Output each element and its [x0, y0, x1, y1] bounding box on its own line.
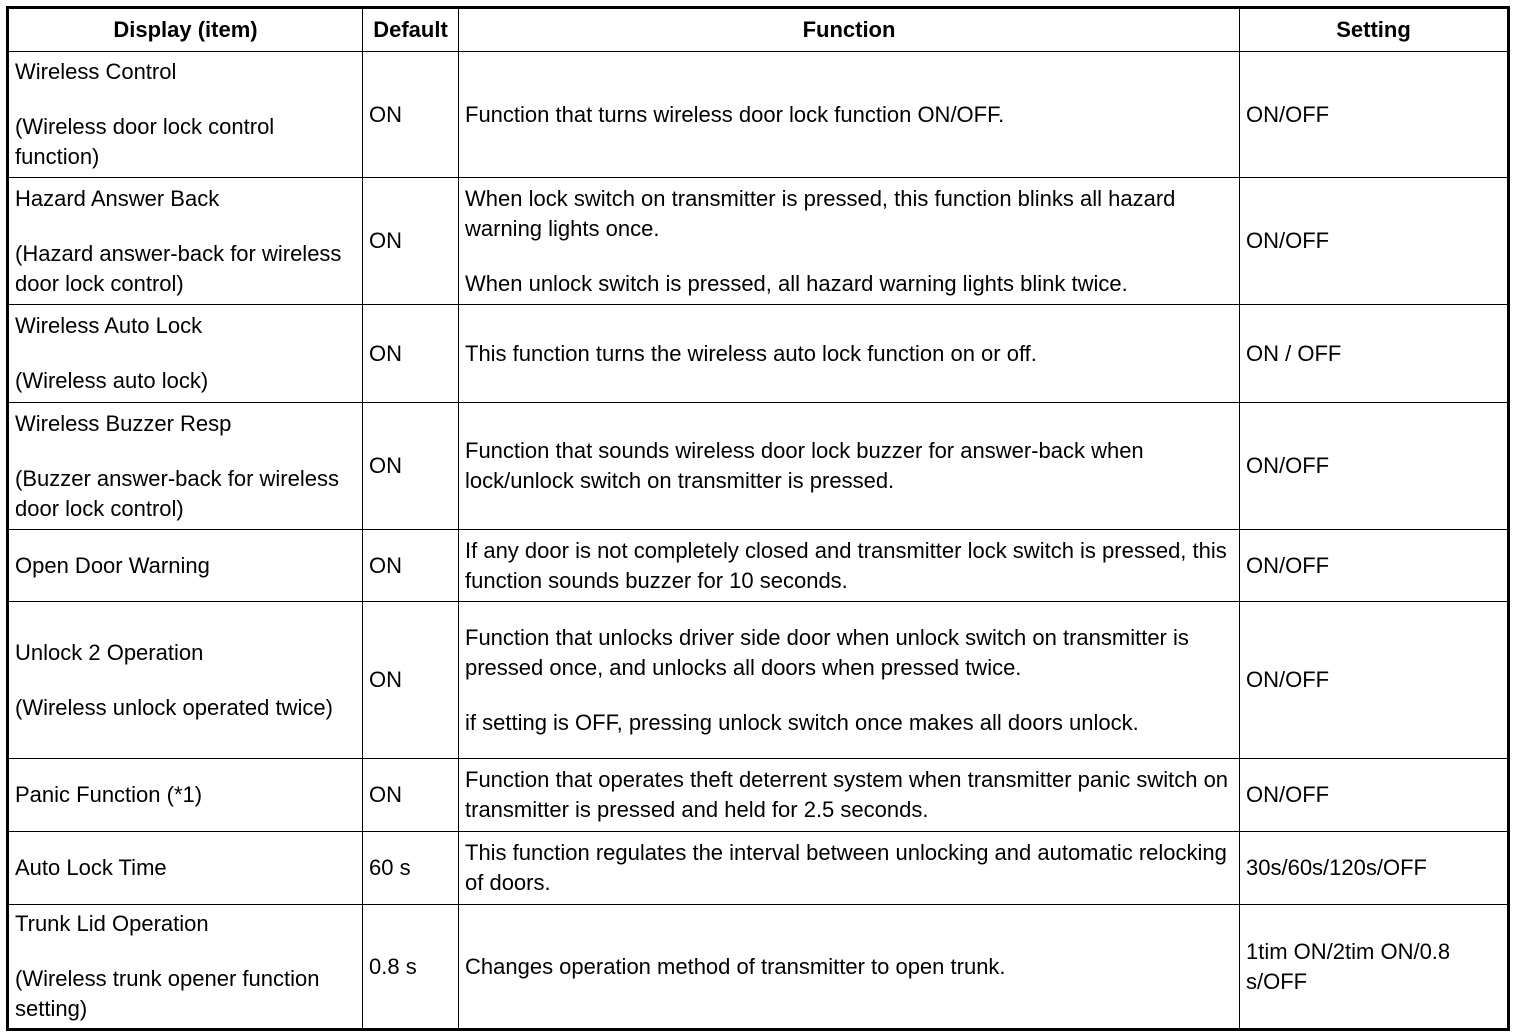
table-row	[8, 602, 1509, 759]
item-description: (Hazard answer-back for wireless door lock control)	[15, 240, 342, 296]
item-name: Unlock 2 Operation	[15, 639, 204, 665]
function-cell	[459, 403, 1240, 530]
setting-cell: 1tim ON/2tim ON/0.8 s/OFF	[1240, 905, 1509, 1030]
item-name: Wireless Buzzer Resp	[15, 410, 232, 436]
default-cell: ON	[363, 530, 459, 602]
function-cell	[459, 305, 1240, 403]
setting-cell: 30s/60s/120s/OFF	[1240, 832, 1509, 905]
item-name: Open Door Warning	[15, 552, 210, 578]
setting-cell: ON / OFF	[1240, 305, 1509, 403]
table-row	[8, 178, 1509, 305]
function-text: if setting is OFF, pressing unlock switch once makes all doors unlock.	[465, 709, 1139, 735]
item-name: Wireless Auto Lock	[15, 313, 203, 338]
function-text: Function that operates theft deterrent system when transmitter panic switch on transmitter is pressed and held for 2.5 seconds.	[465, 767, 1229, 822]
function-text: This function regulates the interval between unlocking and automatic relocking of doors.	[465, 840, 1227, 895]
table-row	[8, 403, 1509, 530]
setting-cell: ON/OFF	[1240, 403, 1509, 530]
display-cell	[8, 832, 363, 905]
setting-cell: ON/OFF	[1240, 178, 1509, 305]
item-name: Panic Function (*1)	[15, 782, 203, 807]
setting-cell: ON/OFF	[1240, 530, 1509, 602]
default-cell: 60 s	[363, 832, 459, 905]
function-cell	[459, 178, 1240, 305]
item-description: (Buzzer answer-back for wireless door lock control)	[15, 465, 339, 521]
setting-cell: ON/OFF	[1240, 759, 1509, 832]
table-row	[8, 530, 1509, 602]
function-text: If any door is not completely closed and transmitter lock switch is pressed, this function sounds buzzer for 10 seconds.	[465, 537, 1227, 593]
item-name: Wireless Control	[15, 59, 177, 84]
display-cell	[8, 403, 363, 530]
function-text: Changes operation method of transmitter to open trunk.	[465, 953, 1006, 979]
function-text: When unlock switch is pressed, all hazard warning lights blink twice.	[465, 270, 1128, 296]
function-cell	[459, 905, 1240, 1030]
customize-settings-table	[6, 6, 1510, 1031]
display-cell	[8, 305, 363, 403]
display-cell	[8, 178, 363, 305]
header-row	[8, 8, 1509, 52]
display-cell	[8, 530, 363, 602]
function-text: Function that turns wireless door lock function ON/OFF.	[465, 101, 1005, 127]
function-text: Function that sounds wireless door lock buzzer for answer-back when lock/unlock switch on transmitter is pressed.	[465, 438, 1144, 493]
header-default: Default	[363, 8, 459, 52]
function-text: This function turns the wireless auto lock function on or off.	[465, 340, 1037, 366]
display-cell	[8, 759, 363, 832]
function-text: Function that unlocks driver side door when unlock switch on transmitter is pressed once, and unlocks all doors when pressed twice.	[465, 624, 1189, 680]
default-cell: ON	[363, 602, 459, 759]
item-description: (Wireless door lock control function)	[15, 114, 275, 169]
header-setting: Setting	[1240, 8, 1509, 52]
default-cell: 0.8 s	[363, 905, 459, 1030]
header-function: Function	[459, 8, 1240, 52]
function-cell	[459, 530, 1240, 602]
item-name: Hazard Answer Back	[15, 185, 220, 211]
header-display: Display (item)	[8, 8, 363, 52]
item-description: (Wireless auto lock)	[15, 368, 209, 393]
table-row	[8, 759, 1509, 832]
function-cell	[459, 759, 1240, 832]
display-cell	[8, 602, 363, 759]
table-row	[8, 832, 1509, 905]
item-description: (Wireless unlock operated twice)	[15, 694, 333, 720]
default-cell: ON	[363, 759, 459, 832]
function-cell	[459, 52, 1240, 178]
display-cell	[8, 52, 363, 178]
table-row	[8, 305, 1509, 403]
item-description: (Wireless trunk opener function setting)	[15, 966, 320, 1021]
setting-cell: ON/OFF	[1240, 52, 1509, 178]
function-cell	[459, 832, 1240, 905]
function-text: When lock switch on transmitter is pressed, this function blinks all hazard warning lights once.	[465, 185, 1176, 241]
default-cell: ON	[363, 178, 459, 305]
table-row	[8, 905, 1509, 1030]
default-cell: ON	[363, 52, 459, 178]
item-name: Auto Lock Time	[15, 855, 167, 880]
item-name: Trunk Lid Operation	[15, 911, 209, 936]
default-cell: ON	[363, 403, 459, 530]
table-row	[8, 52, 1509, 178]
default-cell: ON	[363, 305, 459, 403]
setting-cell: ON/OFF	[1240, 602, 1509, 759]
function-cell	[459, 602, 1240, 759]
display-cell	[8, 905, 363, 1030]
